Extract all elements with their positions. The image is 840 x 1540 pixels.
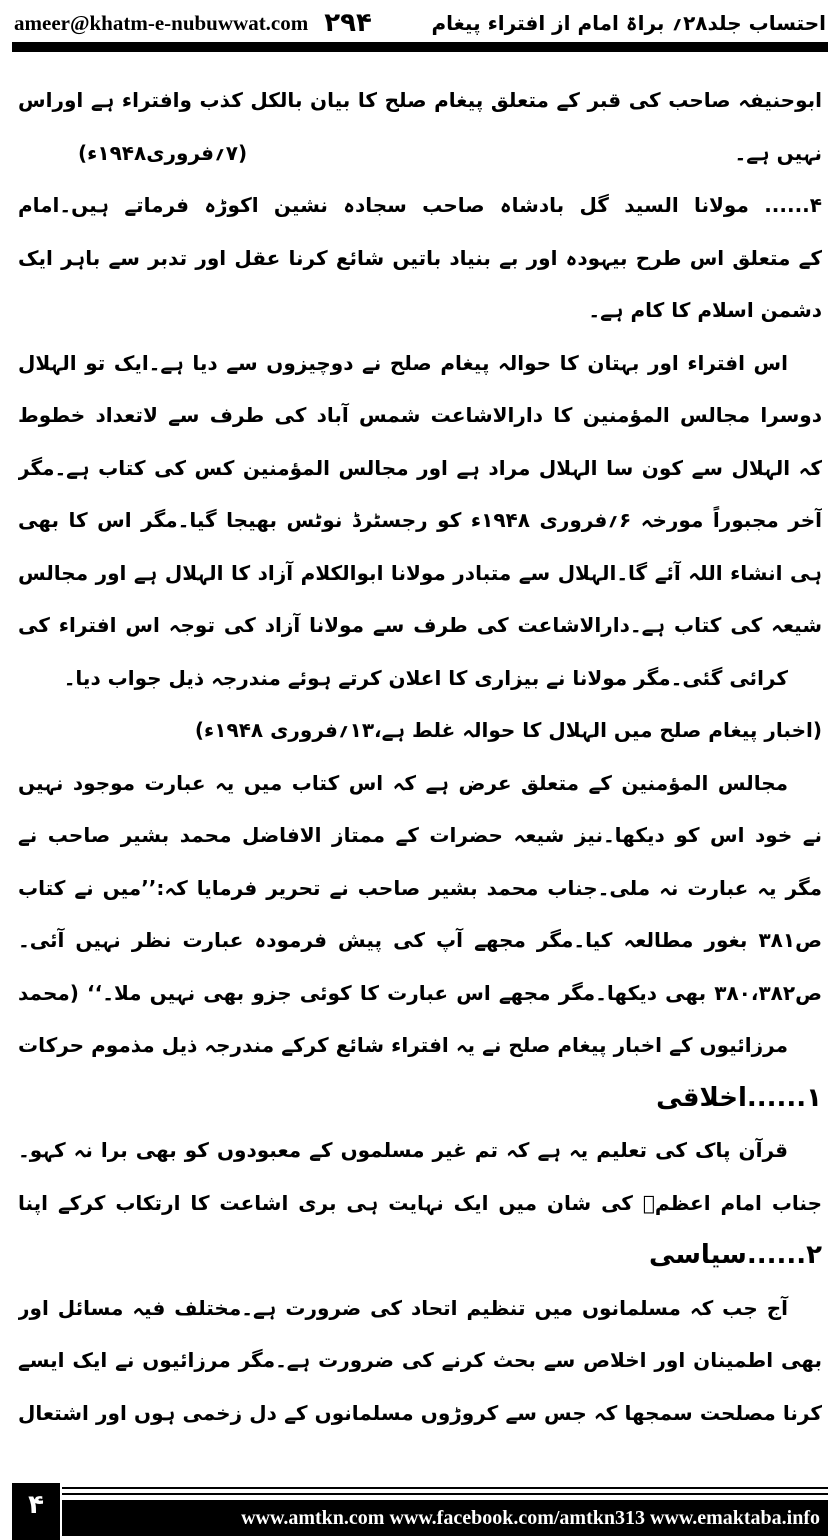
- header-rule: [12, 42, 828, 52]
- text-line: بھی اطمینان اور اخلاص سے بحث کرنے کی ضرورت ہے۔مگر مرزائیوں نے ایک ایسے: [18, 1348, 822, 1372]
- text-line: دوسرا مجالس المؤمنین کا دارالاشاعت شمس آباد کی طرف سے لاتعداد خطوط: [18, 403, 822, 427]
- text-line: دشمن اسلام کا کام ہے۔: [588, 298, 822, 322]
- text-line: جناب امام اعظمؒ کی شان میں ایک نہایت ہی بری اشاعت کا ارتکاب کرکے اپنا: [18, 1190, 822, 1215]
- footer-rule: [62, 1493, 828, 1495]
- text-line: کے متعلق اس طرح بیہودہ اور بے بنیاد باتیں شائع کرنا عقل اور تدبر سے باہر ایک: [18, 245, 822, 270]
- section-heading-siyasi: ۲......سیاسی: [649, 1240, 822, 1270]
- text-line: [18, 127, 822, 180]
- text-line: ہی انشاء اللہ آئے گا۔الہلال سے متبادر مولانا ابوالکلام آزاد کا الہلال ہے اور مجالس: [18, 560, 822, 585]
- text-line: شیعہ کی کتاب ہے۔دارالاشاعت کی طرف سے مولانا آزاد کی توجہ اس افتراء کی: [18, 613, 822, 637]
- text-line: اس افتراء اور بہتان کا حوالہ پیغام صلح نے دوچیزوں سے دیا ہے۔ایک تو الہلال: [18, 350, 788, 375]
- text-line: مگر یہ عبارت نہ ملی۔جناب محمد بشیر صاحب نے تحریر فرمایا کہ:’’میں نے کتاب: [18, 875, 822, 900]
- page-header: [14, 6, 826, 40]
- text-fragment: نہیں ہے۔: [734, 140, 822, 165]
- text-line: مرزائیوں کے اخبار پیغام صلح نے یہ افتراء شائع کرکے مندرجہ ذیل مذموم حرکات: [18, 1033, 788, 1057]
- text-line: نے خود اس کو دیکھا۔نیز شیعہ حضرات کے ممتاز الافاضل محمد بشیر صاحب نے: [18, 823, 822, 847]
- text-line: ابوحنیفہ صاحب کی قبر کے متعلق پیغام صلح کا بیان بالکل کذب وافتراء ہے اوراس: [18, 88, 822, 112]
- page-body: [18, 74, 822, 1439]
- text-line: ص۳۸۱ بغور مطالعہ کیا۔مگر مجھے آپ کی پیش فرمودہ عبارت نظر نہیں آئی۔: [18, 928, 822, 952]
- text-line: ۴...... مولانا السید گل بادشاہ صاحب سجادہ نشین اکوڑہ فرماتے ہیں۔امام: [18, 193, 822, 217]
- text-line: کہ الہلال سے کون سا الہلال مراد ہے اور مجالس المؤمنین کس کی کتاب ہے۔مگر: [18, 455, 822, 480]
- citation-line: (اخبار پیغام صلح میں الہلال کا حوالہ غلط ہے،۱۳؍فروری ۱۹۴۸ء): [194, 718, 822, 742]
- header-email: ameer@khatm-e-nubuwwat.com: [14, 10, 309, 35]
- text-line: کرنا مصلحت سمجھا کہ جس سے کروڑوں مسلمانوں کے دل زخمی ہوں اور اشتعال: [18, 1400, 822, 1425]
- text-line: کرائی گئی۔مگر مولانا نے بیزاری کا اعلان کرتے ہوئے مندرجہ ذیل جواب دیا۔: [63, 665, 788, 690]
- footer-rule: [62, 1487, 828, 1489]
- running-title: احتساب جلد۲۸؍ براۃ امام از افتراء پیغام: [431, 11, 826, 35]
- text-line: آخر مجبوراً مورخہ ۶؍فروری ۱۹۴۸ء کو رجسٹرڈ نوٹس بھیجا گیا۔مگر اس کا بھی: [18, 508, 822, 532]
- text-line: مجالس المؤمنین کے متعلق عرض ہے کہ اس کتاب میں یہ عبارت موجود نہیں: [18, 770, 788, 795]
- footer-links: www.amtkn.com www.facebook.com/amtkn313 www.emaktaba.info: [62, 1500, 828, 1536]
- text-line: ص۳۸۰،۳۸۲ بھی دیکھا۔مگر مجھے اس عبارت کا کوئی جزو بھی نہیں ملا۔‘‘ (محمد: [18, 980, 822, 1005]
- text-line: آج جب کہ مسلمانوں میں تنظیم اتحاد کی ضرورت ہے۔مختلف فیہ مسائل اور: [18, 1295, 788, 1320]
- page-number: ۲۹۴: [324, 8, 372, 38]
- footer-number-box: ۴: [12, 1483, 60, 1540]
- section-heading-akhlaqi: ۱......اخلاقی: [656, 1082, 822, 1113]
- text-line: قرآن پاک کی تعلیم یہ ہے کہ تم غیر مسلموں کے معبودوں کو بھی برا نہ کہو۔: [18, 1138, 788, 1162]
- date-citation: (۷؍فروری۱۹۴۸ء): [78, 140, 248, 165]
